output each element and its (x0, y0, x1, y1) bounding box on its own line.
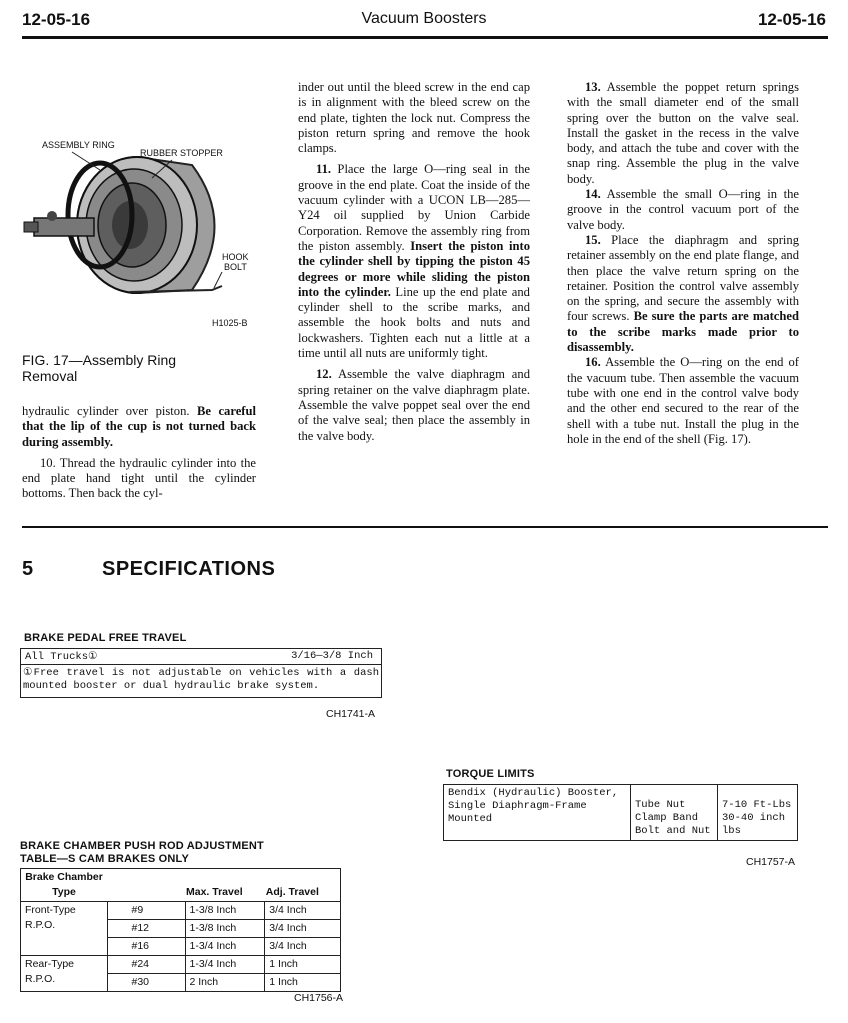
step-11-number: 11. (316, 162, 332, 177)
label-assembly-ring: ASSEMBLY RING (42, 140, 115, 150)
group-rear-type: Rear-Type R.P.O. (21, 956, 108, 992)
label-hook: HOOK (222, 252, 249, 262)
col2-p2-text: Place the large O—ring seal in the groove in the end plate. Coat the inside of the vacuum cylinder with a UCON LB—285—Y24 oil supplied by Union Carbide Corporation. Remove the assembly ring from the piston assembly. (298, 162, 530, 253)
col3-p3-bold: Be sure the parts are matched to the scribe marks made prior to disassembly. (567, 309, 799, 355)
table-row (21, 956, 341, 974)
adj-cell: 1 Inch (269, 976, 298, 988)
header-type: Brake Chamber Type (21, 869, 108, 902)
max-cell: 1-3/4 Inch (185, 956, 265, 974)
col1-p2: 10. Thread the hydraulic cylinder into the end plate hand tight until the cylinder bottoms. Then back the cyl- (22, 455, 256, 501)
step-13-number: 13. (585, 80, 601, 94)
figure-caption-line1: FIG. 17—Assembly Ring (22, 352, 177, 368)
col3-p1-text: Assemble the poppet return springs with the small diameter end of the small spring over the button on the valve seal. Install the gasket in the recess in the valve body, and attach the tube and cover with the snap ring. Assemble the plug in the valve body. (567, 80, 799, 186)
brake-pedal-note: ①Free travel is not adjustable on vehicles with a dash mounted booster or dual hydraulic brake system. (23, 667, 379, 692)
adj-cell: 3/4 Inch (265, 902, 341, 920)
brake-pedal-table (20, 648, 382, 698)
table-row (21, 902, 341, 920)
col2-p2-text-end: Line up the end plate and cylinder shell to the scribe marks, and assemble the hook bolts and nuts and lockwashers. Tighten each nut a little at a time until all nuts are uniformly tight. (298, 284, 530, 361)
header-adj-travel: Adj. Travel (265, 869, 341, 902)
label-bolt: BOLT (224, 262, 247, 272)
figure-17 (22, 130, 267, 340)
torque-part-2: Clamp Band Bolt and Nut (631, 812, 718, 841)
torque-table (443, 784, 798, 841)
booster-illustration (22, 130, 267, 340)
col3-p4-text: Assemble the O—ring on the end of the vacuum tube. Then assemble the vacuum tube with one end in the control valve body and the other end secured to the rear of the shell with a tube nut. Install the plug in the hole in the end of the shell (Fig. 17). (567, 355, 799, 446)
push-rod-code: CH1756-A (294, 992, 344, 1004)
col1-p1-text: hydraulic cylinder over piston. (22, 404, 197, 418)
figure-caption-line2: Removal (22, 368, 78, 384)
size-cell: #12 (107, 920, 185, 938)
push-rod-title (20, 840, 264, 866)
col2-p2-bold: Insert the piston into the cylinder shell by tipping the piston 45 degrees or more while sliding the piston into the cylinder. (298, 238, 530, 299)
adj-cell: 1 Inch (265, 956, 341, 974)
page-number-left: 12-05-16 (22, 10, 91, 29)
brake-pedal-title: BRAKE PEDAL FREE TRAVEL (24, 632, 187, 644)
col2-p3-text: Assemble the valve diaphragm and spring retainer on the valve diaphragm plate. Assemble the valve poppet seal over the end of the valve seal; then place the assembly in the valve body. (298, 367, 530, 443)
max-cell: 1-3/8 Inch (185, 920, 265, 938)
section-rule (22, 526, 828, 528)
column-3 (567, 80, 799, 453)
max-cell: 1-3/8 Inch (185, 902, 265, 920)
max-cell: 2 Inch (185, 974, 265, 992)
brake-pedal-row-label: All Trucks① (25, 651, 98, 663)
push-rod-title-line1: BRAKE CHAMBER PUSH ROD ADJUSTMENT (20, 840, 264, 852)
col3-p3-text: Place the diaphragm and spring retainer assembly on the end plate flange, and then place the valve return spring on the retainer. Position the control valve assembly on the spring, and secure the assembly with four screws. (567, 232, 799, 324)
push-rod-table (20, 868, 341, 992)
page-number-right: 12-05-16 (757, 10, 826, 29)
brake-pedal-code: CH1741-A (326, 708, 376, 720)
step-14-number: 14. (585, 187, 601, 202)
section-title: SPECIFICATIONS (102, 558, 276, 580)
header-blank (107, 869, 185, 902)
torque-part-1: Tube Nut (631, 785, 718, 813)
torque-value-2: 30-40 inch lbs (722, 812, 786, 837)
figure-code: H1025-B (212, 318, 248, 328)
col1-p1-bold: Be careful that the lip of the cup is not turned back during assembly. (22, 404, 256, 449)
max-cell: 1-3/4 Inch (185, 938, 265, 956)
adj-cell: 3/4 Inch (265, 920, 341, 938)
col3-p2-text: Assemble the small O—ring in the groove in the control vacuum port of the valve body. (567, 187, 799, 232)
torque-title: TORQUE LIMITS (446, 768, 535, 780)
header-max-travel: Max. Travel (185, 869, 265, 902)
torque-item: Bendix (Hydraulic) Booster, Single Diaphragm-Frame Mounted (444, 785, 631, 841)
page-title: Vacuum Boosters (361, 10, 487, 27)
push-rod-header-row (21, 869, 341, 902)
adj-cell: 3/4 Inch (265, 938, 341, 956)
column-1 (22, 404, 256, 508)
step-15-number: 15. (585, 232, 601, 247)
brake-pedal-row (21, 649, 381, 665)
col2-p1: inder out until the bleed screw in the end cap is in alignment with the bleed screw on the end plate, tighten the lock nut. Compress the piston return spring and remove the hook clamps. (298, 80, 530, 156)
step-12-number: 12. (316, 367, 332, 382)
torque-code: CH1757-A (746, 856, 796, 868)
brake-pedal-row-value: 3/16—3/8 Inch (291, 650, 373, 662)
header-rule (22, 36, 828, 39)
size-cell: #30 (107, 974, 185, 992)
push-rod-title-line2: TABLE—S CAM BRAKES ONLY (20, 853, 189, 865)
size-cell: #16 (107, 938, 185, 956)
column-2 (298, 80, 530, 450)
size-cell: #9 (107, 902, 185, 920)
group-front-type: Front-Type R.P.O. (21, 902, 108, 956)
torque-value-1: 7-10 Ft-Lbs (722, 799, 792, 811)
figure-caption (22, 352, 176, 384)
label-rubber-stopper: RUBBER STOPPER (140, 148, 223, 158)
section-number: 5 (22, 558, 34, 580)
size-cell: #24 (107, 956, 185, 974)
step-16-number: 16. (585, 355, 601, 370)
torque-row (444, 785, 798, 813)
